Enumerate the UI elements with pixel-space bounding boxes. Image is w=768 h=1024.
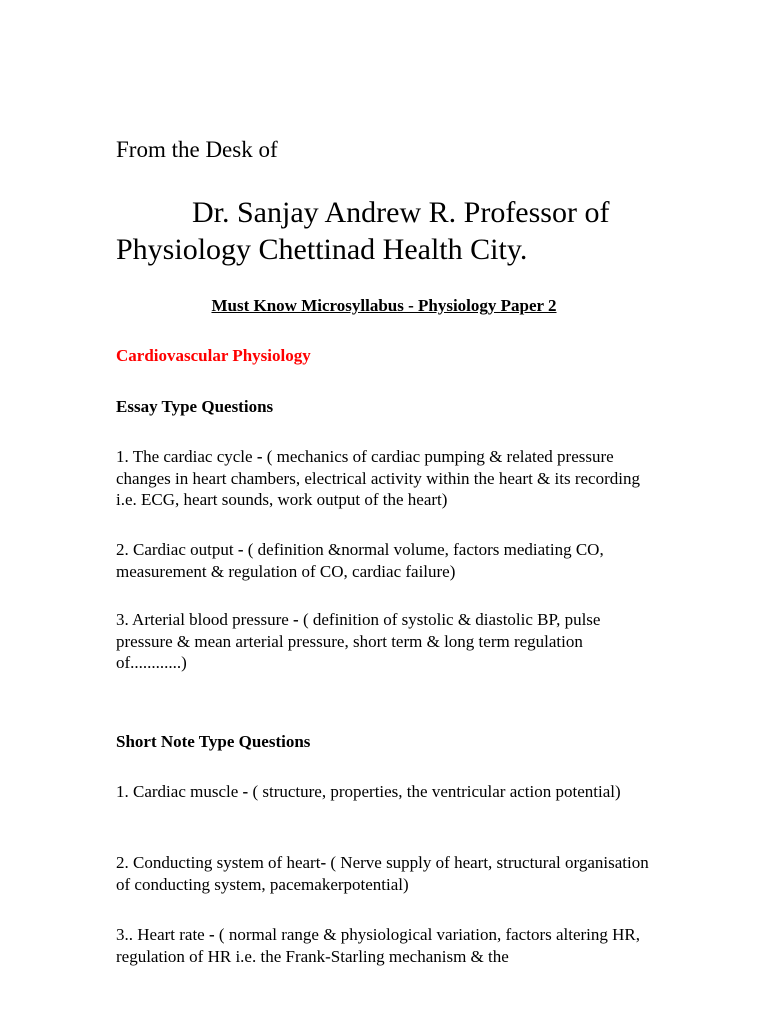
author-block — [116, 194, 676, 268]
short-item-1 — [116, 781, 656, 803]
short-item-2-desc: ( Nerve supply of heart, structural organisation of conducting system, pacemakerpotential) — [116, 853, 649, 894]
section-title: Cardiovascular Physiology — [116, 346, 311, 365]
short-item-1-term: 1. Cardiac muscle — [116, 782, 243, 801]
essay-item-1-term: 1. The cardiac cycle — [116, 447, 257, 466]
short-item-1-dash: - — [242, 782, 249, 801]
short-note-heading: Short Note Type Questions — [116, 732, 311, 751]
essay-item-2 — [116, 539, 656, 582]
short-item-2-dash: - — [320, 853, 327, 872]
from-label: From the Desk of — [116, 137, 278, 162]
essay-item-3-dash: - — [293, 610, 299, 629]
essay-item-1-dash: - — [256, 447, 263, 466]
essay-item-3 — [116, 609, 656, 674]
document-title: Must Know Microsyllabus - Physiology Paper 2 — [211, 296, 557, 315]
short-item-3-term: 3.. Heart rate — [116, 925, 209, 944]
essay-item-3-desc: ( definition of systolic & diastolic BP, pulse pressure & mean arterial pressure, short term & long term regulation of............) — [116, 610, 601, 672]
essay-heading: Essay Type Questions — [116, 397, 274, 416]
essay-item-1-desc: ( mechanics of cardiac pumping & related pressure changes in heart chambers, electrical activity within the heart & its recording i.e. ECG, heart sounds, work output of the heart) — [116, 447, 640, 509]
short-item-3 — [116, 924, 656, 967]
essay-item-1 — [116, 446, 656, 511]
author-line-1: Dr. Sanjay Andrew R. Professor of — [192, 196, 610, 229]
short-item-2 — [116, 852, 656, 895]
essay-item-2-term: 2. Cardiac output — [116, 540, 238, 559]
short-item-2-term: 2. Conducting system of heart — [116, 853, 321, 872]
essay-item-2-desc: ( definition &normal volume, factors mediating CO, measurement & regulation of CO, cardiac failure) — [116, 540, 604, 581]
essay-item-3-term: 3. Arterial blood pressure — [116, 610, 294, 629]
short-item-1-desc: ( structure, properties, the ventricular action potential) — [248, 782, 621, 801]
author-line-2: Physiology Chettinad Health City. — [116, 233, 528, 266]
short-item-3-desc: ( normal range & physiological variation, factors altering HR, regulation of HR i.e. the Frank-Starling mechanism & the — [116, 925, 641, 966]
essay-item-2-dash: - — [237, 540, 244, 559]
short-item-3-dash: - — [208, 925, 215, 944]
